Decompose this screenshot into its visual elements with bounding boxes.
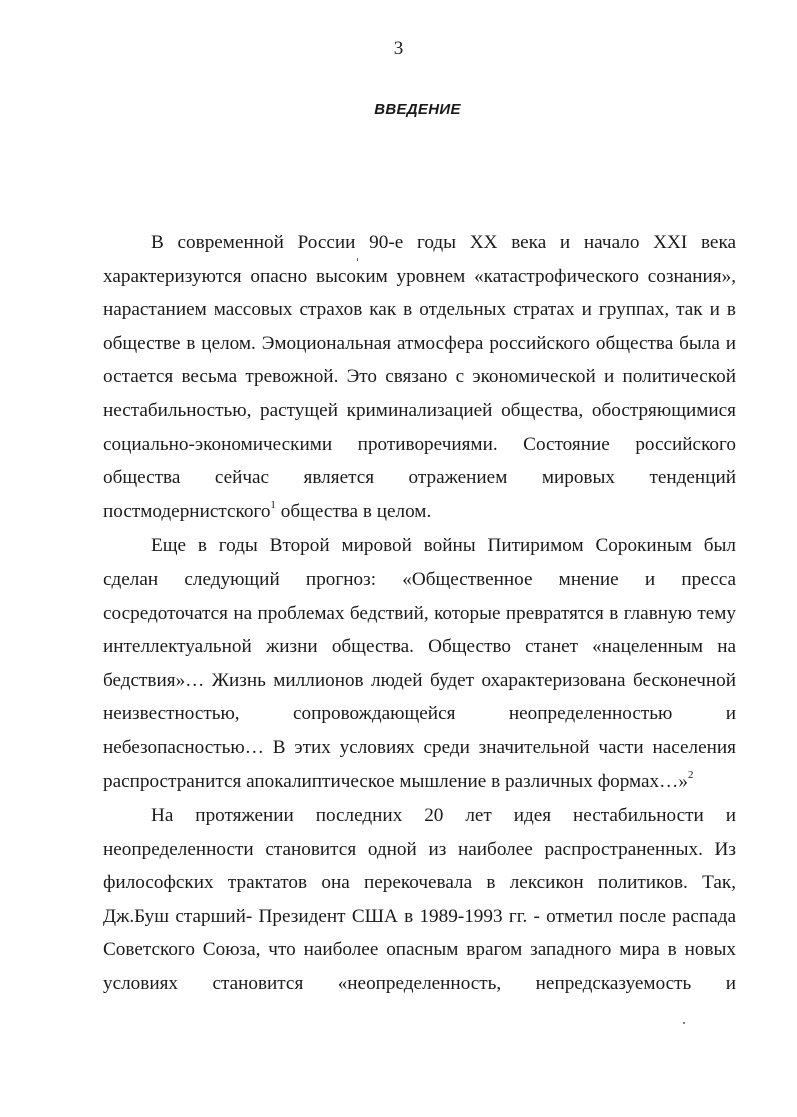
section-heading: ВВЕДЕНИЕ <box>374 101 461 118</box>
paragraph-1 <box>103 226 736 528</box>
paragraph-1-text: В современной России 90-е годы XX века и начало XXI века характеризуются опасно высоким уровнем «катастрофического сознания», нарастанием массовых страхов как в отдельных стратах и группах, так и в обществе в целом. Эмоциональная атмосфера российского общества была и остается весьма тревожной. Это связано с экономической и политической нестабильностью, растущей криминализацией общества, обостряющимися социально-экономическими противоречиями. Состояние российского общества сейчас является отражением мировых тенденций постмодернистского <box>103 232 736 522</box>
footnote-ref-1: 1 <box>270 498 276 511</box>
page-number: 3 <box>393 38 404 59</box>
body-text <box>103 226 736 1002</box>
paragraph-3-text: На протяжении последних 20 лет идея нестабильности и неопределенности становится одной из наиболее распространенных. Из философских трактатов она перекочевала в лексикон политиков. Так, Дж.Буш старший- Президент США в 1989-1993 гг. - отметил после распада Советского Союза, что наиболее опасным врагом западного мира в новых условиях становится «неопределенность, непредсказуемость и <box>103 805 736 995</box>
scan-speck <box>357 258 358 261</box>
paragraph-2-text: Еще в годы Второй мировой войны Питиримом Сорокиным был сделан следующий прогноз: «Общественное мнение и пресса сосредоточатся на проблемах бедствий, которые превратятся в главную тему интеллектуальной жизни общества. Общество станет «нацеленным на бедствия»… Жизнь миллионов людей будет охарактеризована бесконечной неизвестностью, сопровождающейся неопределенностью и небезопасностью… В этих условиях среди значительной части населения распространится апокалиптическое мышление в различных формах…» <box>103 535 736 792</box>
footnote-ref-2: 2 <box>687 768 694 781</box>
paragraph-3 <box>103 799 736 1001</box>
paragraph-1-after: общества в целом. <box>275 500 432 522</box>
paragraph-2 <box>103 529 736 798</box>
scan-speck <box>683 1022 685 1024</box>
